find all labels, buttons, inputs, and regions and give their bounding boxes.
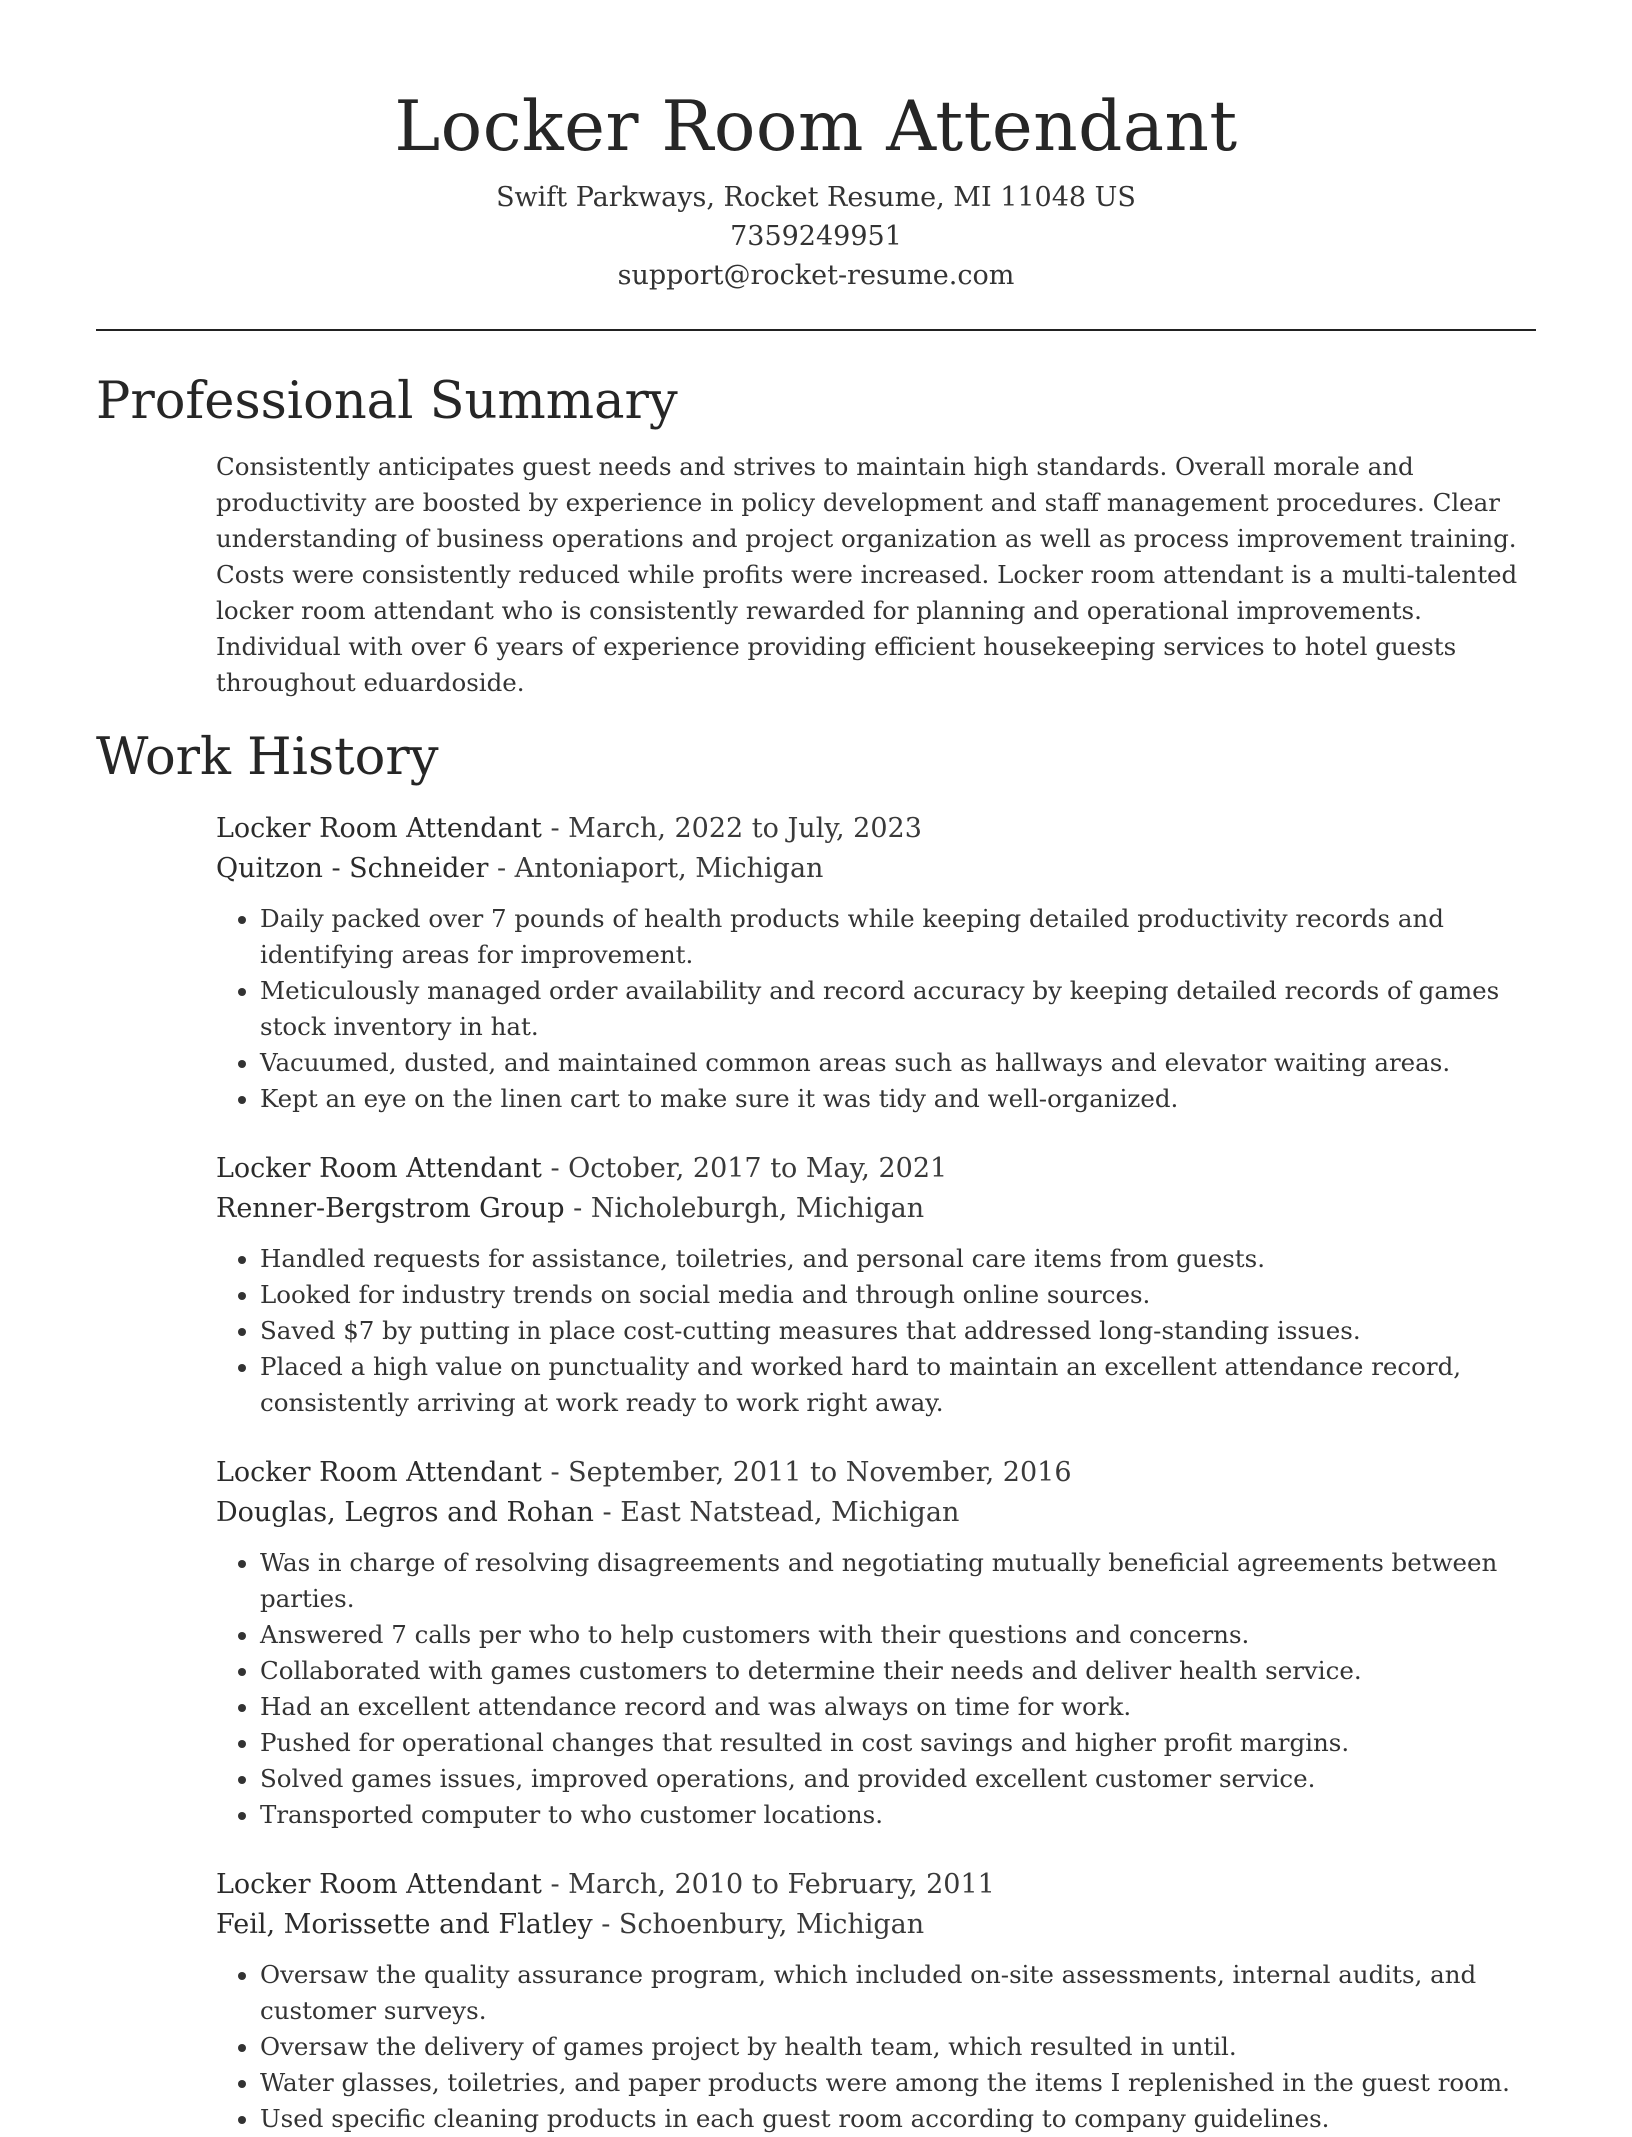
job-entry: [216, 1865, 1536, 2137]
job-bullets: [216, 1545, 1536, 1833]
job-dates: March, 2010 to February, 2011: [568, 1869, 995, 1900]
bullet-item: • Meticulously managed order availability and record accuracy by keeping detailed records of games stock inventory in hat.: [260, 973, 1536, 1045]
bullet-item: • Oversaw the delivery of games project by health team, which resulted in until.: [260, 2029, 1536, 2065]
summary-section: [96, 371, 1536, 701]
bullet-item: • Placed a high value on punctuality and worked hard to maintain an excellent attendance record, consistently arriving at work ready to work right away.: [260, 1349, 1536, 1421]
summary-text: Consistently anticipates guest needs and strives to maintain high standards. Overall morale and productivity are boosted by experience in policy development and staff management procedures. Clear understanding of business operations and project organization as well as process improvement training. Costs were consistently reduced while profits were increased. Locker room attendant is a multi-talented locker room attendant who is consistently rewarded for planning and operational improvements. Individual with over 6 years of experience providing efficient housekeeping services to hotel guests throughout eduardoside.: [216, 452, 1518, 697]
company-line: [216, 1189, 1536, 1229]
job-dates: October, 2017 to May, 2021: [568, 1153, 948, 1184]
job-entry: [216, 809, 1536, 1117]
separator: -: [541, 1153, 569, 1184]
candidate-name: Locker Room Attendant: [394, 87, 1238, 167]
bullet-item: • Handled requests for assistance, toiletries, and personal care items from guests.: [260, 1241, 1536, 1277]
bullet-item: • Was in charge of resolving disagreements and negotiating mutually beneficial agreements between parties.: [260, 1545, 1536, 1617]
company-name: Feil, Morissette and Flatley: [216, 1909, 593, 1940]
company-name: Douglas, Legros and Rohan: [216, 1497, 594, 1528]
job-dates: March, 2022 to July, 2023: [568, 813, 922, 844]
separator: -: [593, 1497, 621, 1528]
bullet-item: • Transported computer to who customer locations.: [260, 1797, 1536, 1833]
bullet-item: • Kept an eye on the linen cart to make sure it was tidy and well-organized.: [260, 1081, 1536, 1117]
company-line: [216, 849, 1536, 889]
job-bullets: [216, 1957, 1536, 2137]
company-line: [216, 1905, 1536, 1945]
bullet-item: • Saved $7 by putting in place cost-cutting measures that addressed long-standing issues.: [260, 1313, 1536, 1349]
job-title-line: [216, 1453, 1536, 1493]
work-history-section: [96, 727, 1536, 2137]
separator: -: [592, 1909, 619, 1940]
email: support@rocket-resume.com: [617, 260, 1015, 291]
bullet-item: • Collaborated with games customers to determine their needs and deliver health service.: [260, 1653, 1536, 1689]
company-name: Quitzon - Schneider: [216, 853, 489, 884]
bullet-item: • Water glasses, toiletries, and paper products were among the items I replenished in the guest room.: [260, 2065, 1536, 2101]
job-bullets: [216, 1241, 1536, 1421]
resume-page: [96, 0, 1536, 2137]
phone: 7359249951: [730, 221, 902, 252]
separator: -: [541, 813, 569, 844]
company-line: [216, 1493, 1536, 1533]
bullet-item: • Vacuumed, dusted, and maintained common areas such as hallways and elevator waiting areas.: [260, 1045, 1536, 1081]
address: Swift Parkways, Rocket Resume, MI 11048 US: [496, 182, 1136, 213]
header-divider: [96, 329, 1536, 331]
bullet-item: • Looked for industry trends on social media and through online sources.: [260, 1277, 1536, 1313]
job-location: East Natstead, Michigan: [620, 1497, 960, 1528]
separator: -: [564, 1193, 591, 1224]
job-list: [216, 809, 1536, 2137]
job-title-line: [216, 1149, 1536, 1189]
job-bullets: [216, 901, 1536, 1117]
separator: -: [541, 1869, 569, 1900]
bullet-item: • Solved games issues, improved operations, and provided excellent customer service.: [260, 1761, 1536, 1797]
resume-header: [96, 0, 1536, 295]
bullet-item: • Used specific cleaning products in each guest room according to company guidelines.: [260, 2101, 1536, 2137]
separator: -: [541, 1457, 569, 1488]
bullet-item: • Oversaw the quality assurance program, which included on-site assessments, internal audits, and customer surveys.: [260, 1957, 1536, 2029]
company-name: Renner-Bergstrom Group: [216, 1193, 565, 1224]
job-entry: [216, 1149, 1536, 1421]
job-title: Locker Room Attendant: [216, 1153, 542, 1184]
job-location: Nicholeburgh, Michigan: [590, 1193, 925, 1224]
job-location: Antoniaport, Michigan: [514, 853, 824, 884]
job-title: Locker Room Attendant: [216, 1869, 542, 1900]
job-title: Locker Room Attendant: [216, 1457, 542, 1488]
work-history-heading: Work History: [96, 728, 439, 787]
bullet-item: • Answered 7 calls per who to help customers with their questions and concerns.: [260, 1617, 1536, 1653]
separator: -: [488, 853, 515, 884]
summary-heading: Professional Summary: [96, 372, 678, 431]
job-title-line: [216, 1865, 1536, 1905]
bullet-item: • Daily packed over 7 pounds of health products while keeping detailed productivity records and identifying areas for improvement.: [260, 901, 1536, 973]
job-title: Locker Room Attendant: [216, 813, 542, 844]
job-dates: September, 2011 to November, 2016: [568, 1457, 1072, 1488]
bullet-item: • Had an excellent attendance record and was always on time for work.: [260, 1689, 1536, 1725]
job-title-line: [216, 809, 1536, 849]
job-location: Schoenbury, Michigan: [618, 1909, 925, 1940]
job-entry: [216, 1453, 1536, 1833]
bullet-item: • Pushed for operational changes that resulted in cost savings and higher profit margins.: [260, 1725, 1536, 1761]
contact-info: [96, 178, 1536, 295]
